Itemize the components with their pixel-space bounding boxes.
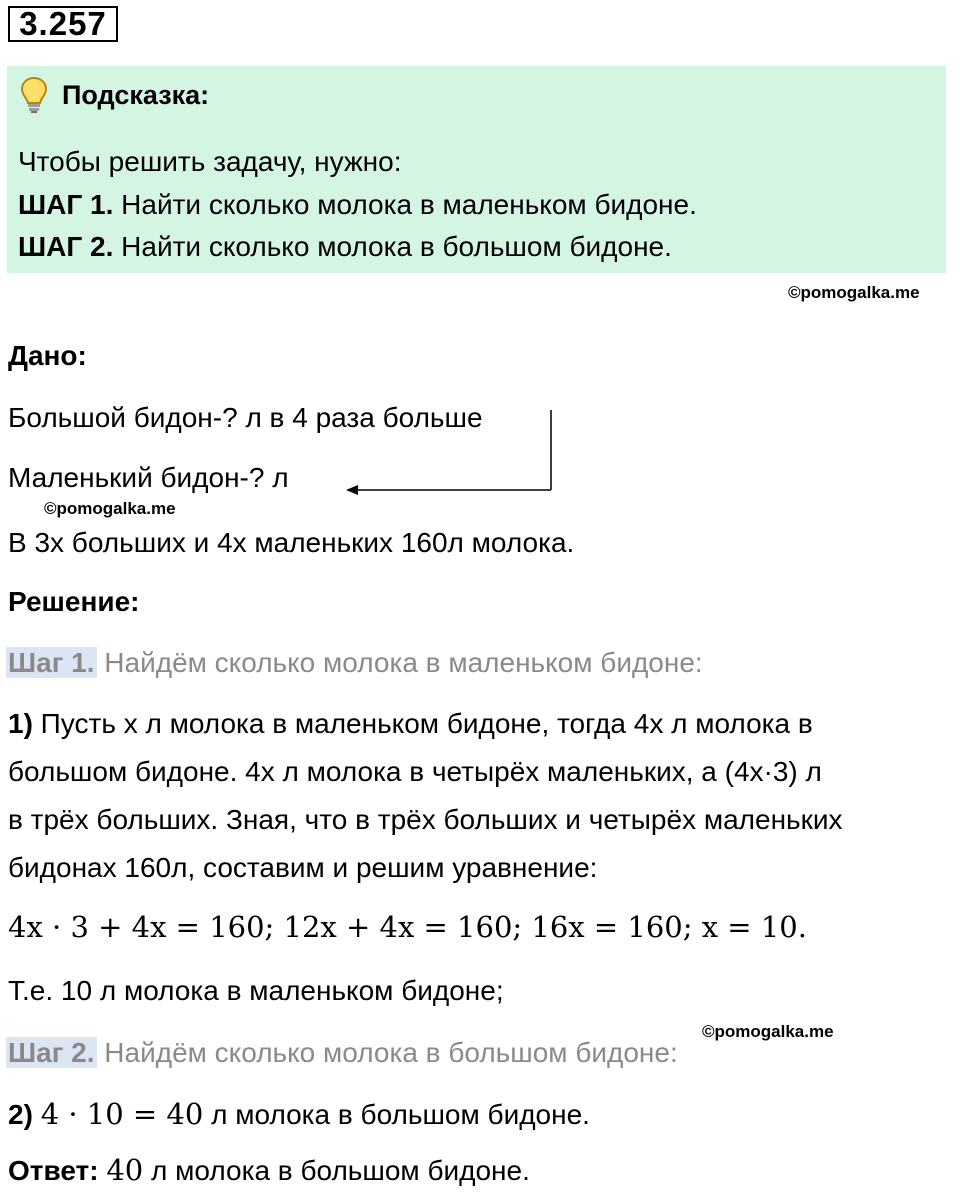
watermark: ©pomogalka.me — [702, 1022, 834, 1041]
paragraph-2-math: 4 · 10 = 40 — [40, 1097, 204, 1131]
paragraph-2 — [8, 1097, 590, 1131]
step-2-heading — [6, 1037, 678, 1069]
answer-label: Ответ: — [8, 1155, 99, 1186]
given-line-small: Маленький бидон-? л — [8, 462, 289, 493]
watermark: ©pomogalka.me — [788, 283, 920, 302]
paragraph-1-line-2: большом бидоне. 4х л молока в четырёх маленьких, а (4х·3) л — [8, 756, 822, 787]
watermark: ©pomogalka.me — [44, 499, 176, 518]
paragraph-2-text: л молока в большом бидоне. — [203, 1099, 590, 1130]
answer-text: л молока в большом бидоне. — [143, 1155, 530, 1186]
hint-step-2 — [18, 231, 672, 263]
answer — [8, 1153, 530, 1187]
hint-step-2-text: Найти сколько молока в большом бидоне. — [113, 231, 672, 262]
given-line-total: В 3х больших и 4х маленьких 160л молока. — [8, 527, 575, 558]
lightbulb-icon — [19, 76, 49, 114]
hint-step-1-label: ШАГ 1. — [18, 189, 114, 220]
paragraph-1-line-1 — [8, 708, 813, 740]
step-2-label: Шаг 2. — [8, 1037, 95, 1068]
step-1-heading — [6, 647, 703, 679]
task-number: 3.257 — [8, 6, 118, 42]
step-2-text: Найдём сколько молока в большом бидоне: — [96, 1037, 678, 1068]
hint-intro: Чтобы решить задачу, нужно: — [18, 146, 402, 177]
given-title: Дано: — [8, 340, 87, 371]
hint-title: Подсказка: — [62, 80, 210, 110]
solution-title: Решение: — [8, 586, 140, 617]
step-1-label: Шаг 1. — [8, 647, 95, 678]
paragraph-1-line-4: бидонах 160л, составим и решим уравнение: — [8, 852, 598, 883]
paragraph-2-number: 2) — [8, 1099, 33, 1130]
paragraph-1-line-3: в трёх больших. Зная, что в трёх больших и четырёх маленьких — [8, 804, 843, 835]
answer-math: 40 — [106, 1153, 144, 1187]
equation: 4x · 3 + 4x = 160; 12x + 4x = 160; 16x = 160; x = 10. — [8, 910, 807, 944]
paragraph-1-number: 1) — [8, 708, 33, 739]
result-1: Т.е. 10 л молока в маленьком бидоне; — [8, 975, 504, 1006]
hint-step-1-text: Найти сколько молока в маленьком бидоне. — [113, 189, 697, 220]
relation-arrow — [340, 408, 560, 498]
hint-step-1 — [18, 189, 697, 221]
given-line-big: Большой бидон-? л в 4 раза больше — [8, 402, 483, 433]
paragraph-1-text: Пусть х л молока в маленьком бидоне, тогда 4х л молока в — [32, 708, 813, 739]
hint-step-2-label: ШАГ 2. — [18, 231, 114, 262]
step-1-text: Найдём сколько молока в маленьком бидоне: — [96, 647, 703, 678]
